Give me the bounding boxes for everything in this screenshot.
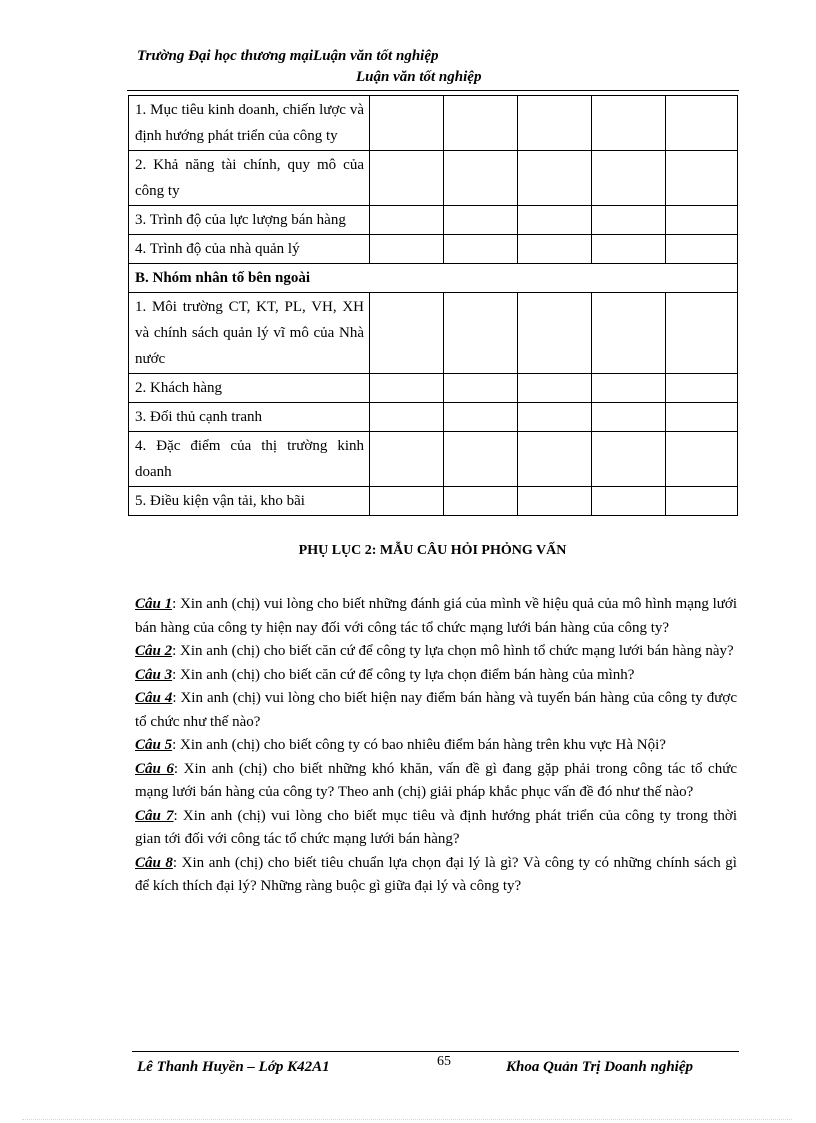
question-label: Câu 4 xyxy=(135,690,173,706)
question-label: Câu 6 xyxy=(135,760,174,777)
table-row xyxy=(129,235,738,264)
question-item xyxy=(135,805,737,852)
rating-cell xyxy=(444,432,518,487)
rating-cell xyxy=(592,206,666,235)
rating-cell xyxy=(444,487,518,516)
table-row xyxy=(129,487,738,516)
rating-cell xyxy=(666,374,738,403)
rating-cell xyxy=(370,206,444,235)
rating-cell xyxy=(666,235,738,264)
rating-cell xyxy=(518,96,592,151)
rating-cell xyxy=(518,487,592,516)
header-title: Trường Đại học thương mạiLuận văn tốt nghiệp xyxy=(137,48,439,64)
table-row xyxy=(129,403,738,432)
survey-table-body xyxy=(129,96,738,516)
table-row xyxy=(129,96,738,151)
question-text: : Xin anh (chị) cho biết căn cứ để công ty lựa chọn điểm bán hàng của mình? xyxy=(172,666,635,683)
question-label: Câu 1 xyxy=(135,596,173,612)
question-text: : Xin anh (chị) cho biết căn cứ để công ty lựa chọn mô hình tổ chức mạng lưới bán hàng này? xyxy=(172,643,734,659)
rating-cell xyxy=(370,432,444,487)
rating-cell xyxy=(518,403,592,432)
rating-cell xyxy=(592,432,666,487)
rating-cell xyxy=(518,293,592,374)
factor-label: 2. Khả năng tài chính, quy mô của công ty xyxy=(129,151,370,206)
table-group-row xyxy=(129,264,738,293)
question-text: : Xin anh (chị) vui lòng cho biết hiện nay điểm bán hàng và tuyến bán hàng của công ty được tổ chức như thế nào? xyxy=(135,690,737,730)
rating-cell xyxy=(666,487,738,516)
table-row xyxy=(129,432,738,487)
rating-cell xyxy=(444,235,518,264)
rating-cell xyxy=(666,96,738,151)
question-label: Câu 2 xyxy=(135,643,173,659)
table-row xyxy=(129,206,738,235)
rating-cell xyxy=(370,96,444,151)
factor-label: 4. Đặc điểm của thị trường kinh doanh xyxy=(129,432,370,487)
question-item xyxy=(135,734,737,758)
rating-cell xyxy=(518,151,592,206)
rating-cell xyxy=(370,374,444,403)
question-label: Câu 8 xyxy=(135,854,173,871)
rating-cell xyxy=(592,151,666,206)
footer-rule xyxy=(132,1051,739,1052)
factor-label: 1. Môi trường CT, KT, PL, VH, XH và chính sách quản lý vĩ mô của Nhà nước xyxy=(129,293,370,374)
question-text: : Xin anh (chị) vui lòng cho biết những đánh giá của mình về hiệu quả của mô hình mạng lưới bán hàng của công ty hiện nay đối với công tác tổ chức mạng lưới bán hàng của công ty? xyxy=(135,596,738,636)
table-row xyxy=(129,374,738,403)
rating-cell xyxy=(370,293,444,374)
question-text: : Xin anh (chị) cho biết công ty có bao nhiêu điểm bán hàng trên khu vực Hà Nội? xyxy=(172,737,666,753)
rating-cell xyxy=(666,206,738,235)
factor-label: 1. Mục tiêu kinh doanh, chiến lược và định hướng phát triển của công ty xyxy=(129,96,370,151)
rating-cell xyxy=(518,206,592,235)
rating-cell xyxy=(370,487,444,516)
rating-cell xyxy=(666,403,738,432)
question-text: : Xin anh (chị) cho biết những khó khăn, vấn đề gì đang gặp phải trong công tác tổ chức mạng lưới bán hàng của công ty? Theo anh (chị) giải pháp khắc phục vấn đề đó như thế nào? xyxy=(135,760,737,800)
rating-cell xyxy=(592,235,666,264)
header-rule xyxy=(127,90,739,91)
page-footer xyxy=(0,1045,816,1085)
question-item xyxy=(135,664,737,688)
group-heading: B. Nhóm nhân tố bên ngoài xyxy=(129,264,738,293)
question-label: Câu 3 xyxy=(135,666,173,683)
rating-cell xyxy=(592,403,666,432)
rating-cell xyxy=(444,206,518,235)
rating-cell xyxy=(666,151,738,206)
question-item xyxy=(135,852,737,899)
rating-cell xyxy=(592,374,666,403)
rating-cell xyxy=(444,293,518,374)
page-header xyxy=(0,0,816,95)
rating-cell xyxy=(592,96,666,151)
question-label: Câu 7 xyxy=(135,807,174,824)
survey-table xyxy=(128,95,738,516)
rating-cell xyxy=(370,403,444,432)
rating-cell xyxy=(370,235,444,264)
appendix-title: PHỤ LỤC 2: MẪU CÂU HỎI PHỎNG VẤN xyxy=(298,543,567,558)
footer-author: Lê Thanh Huyền – Lớp K42A1 xyxy=(137,1059,330,1075)
question-text: : Xin anh (chị) vui lòng cho biết mục tiêu và định hướng phát triển của công ty trong thời gian tới đối với công tác tổ chức mạng lưới bán hàng? xyxy=(135,807,737,847)
footer-department: Khoa Quản Trị Doanh nghiệp xyxy=(506,1059,694,1075)
factor-label: 2. Khách hàng xyxy=(129,374,370,403)
question-item xyxy=(135,687,737,734)
rating-cell xyxy=(592,487,666,516)
factor-label: 3. Trình độ của lực lượng bán hàng xyxy=(129,206,370,235)
question-label: Câu 5 xyxy=(135,737,173,753)
page-edge-divider xyxy=(22,1119,792,1120)
rating-cell xyxy=(370,151,444,206)
rating-cell xyxy=(592,293,666,374)
rating-cell xyxy=(444,151,518,206)
question-item xyxy=(135,758,737,805)
table-row xyxy=(129,293,738,374)
factor-label: 3. Đối thủ cạnh tranh xyxy=(129,403,370,432)
factor-label: 5. Điều kiện vận tải, kho bãi xyxy=(129,487,370,516)
table-row xyxy=(129,151,738,206)
header-subtitle: Luận văn tốt nghiệp xyxy=(356,69,482,85)
question-list xyxy=(135,593,737,899)
rating-cell xyxy=(518,235,592,264)
rating-cell xyxy=(444,374,518,403)
rating-cell xyxy=(518,432,592,487)
rating-cell xyxy=(444,403,518,432)
factor-label: 4. Trình độ của nhà quản lý xyxy=(129,235,370,264)
question-text: : Xin anh (chị) cho biết tiêu chuẩn lựa chọn đại lý là gì? Và công ty có những chính sách gì để kích thích đại lý? Những ràng buộc gì giữa đại lý và công ty? xyxy=(135,854,737,894)
rating-cell xyxy=(666,293,738,374)
page-number: 65 xyxy=(437,1054,451,1069)
question-item xyxy=(135,640,737,664)
question-item xyxy=(135,593,737,640)
rating-cell xyxy=(444,96,518,151)
rating-cell xyxy=(518,374,592,403)
rating-cell xyxy=(666,432,738,487)
